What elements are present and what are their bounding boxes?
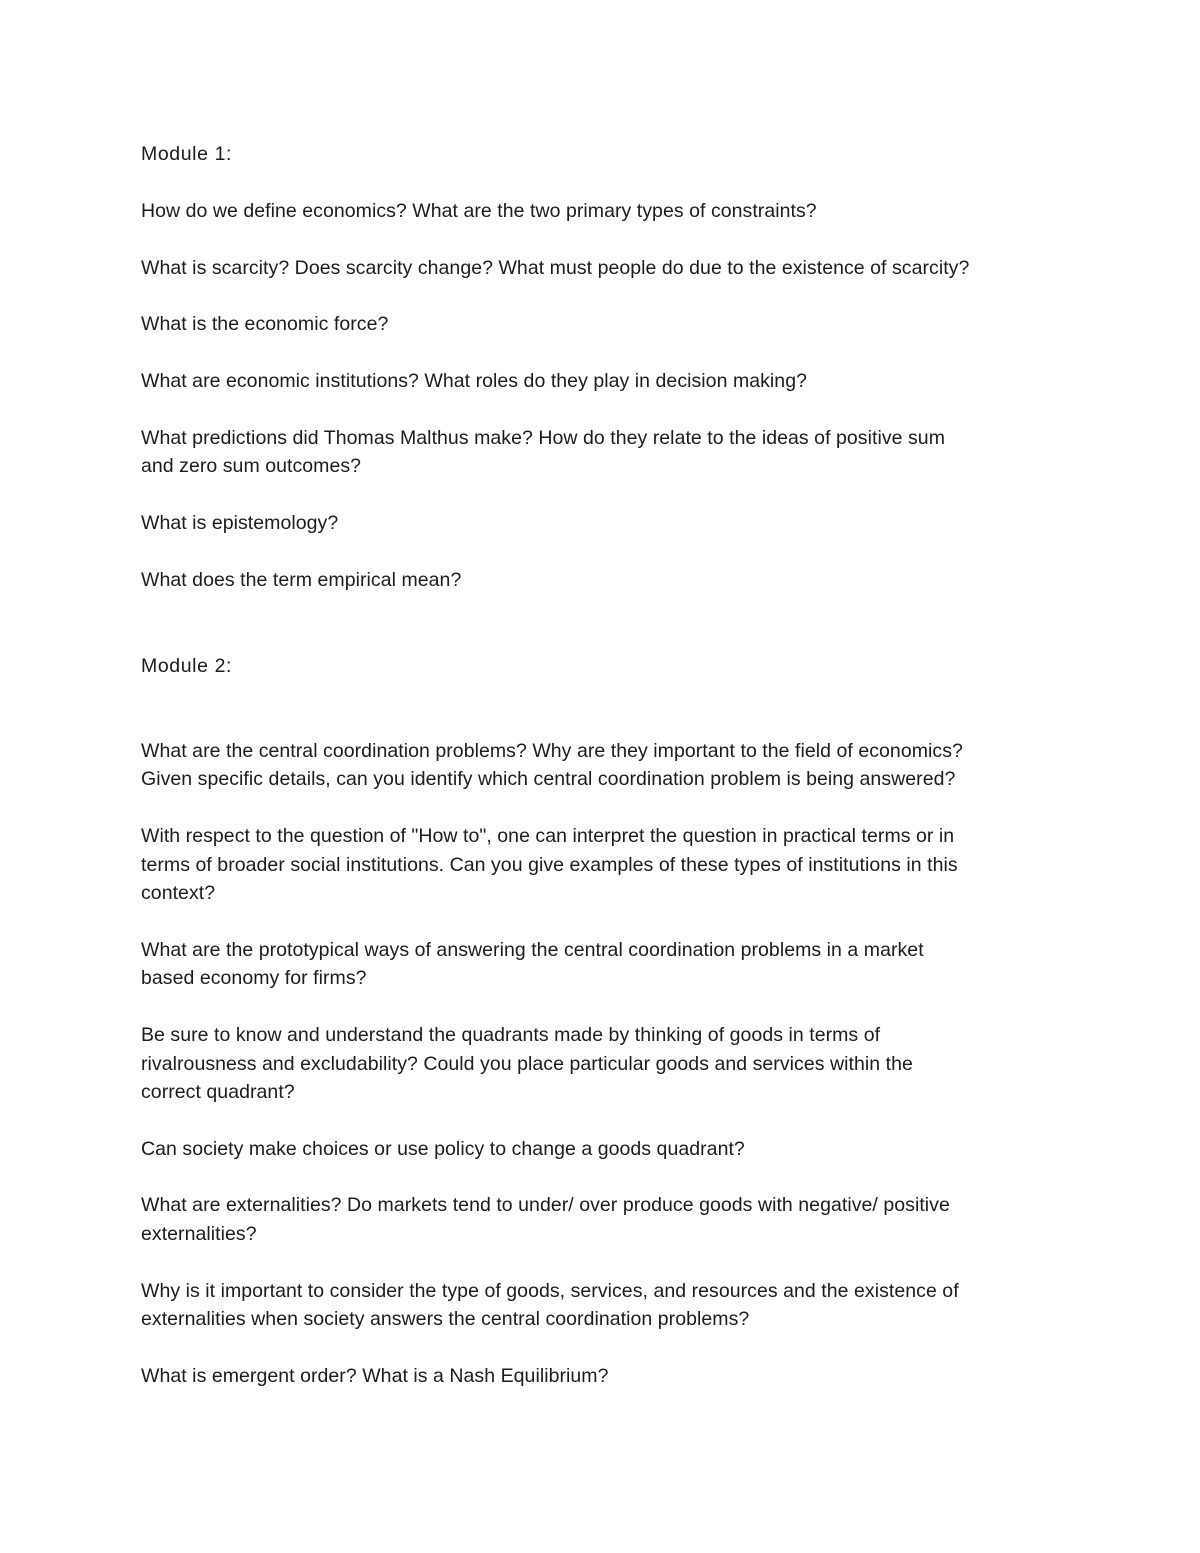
module-1-question-4: What are economic institutions? What roles do they play in decision making? [141,370,807,392]
module-1-question-7: What does the term empirical mean? [141,569,462,591]
module-2-question-4-line-2: rivalrousness and excludability? Could you place particular goods and services within the [141,1053,913,1075]
module-2-question-7-line-2: externalities when society answers the central coordination problems? [141,1308,750,1330]
module-2-question-4-line-1: Be sure to know and understand the quadrants made by thinking of goods in terms of [141,1024,881,1046]
module-2-question-1-line-1: What are the central coordination problems? Why are they important to the field of economics? [141,740,963,762]
module-2-question-2-line-3: context? [141,882,216,904]
module-1-question-5-line-1: What predictions did Thomas Malthus make? How do they relate to the ideas of positive sum [141,427,945,449]
module-2-question-5: Can society make choices or use policy to change a goods quadrant? [141,1138,745,1160]
module-2-question-3-line-1: What are the prototypical ways of answering the central coordination problems in a market [141,939,924,961]
module-2-question-3-line-2: based economy for firms? [141,967,367,989]
module-2-question-2-line-2: terms of broader social institutions. Can you give examples of these types of institutions in this [141,854,958,876]
module-2-question-1-line-2: Given specific details, can you identify which central coordination problem is being answered? [141,768,956,790]
module-1-question-6: What is epistemology? [141,512,339,534]
module-2-question-4-line-3: correct quadrant? [141,1081,295,1103]
module-2-question-6-line-2: externalities? [141,1223,257,1245]
module-1-question-5-line-2: and zero sum outcomes? [141,455,362,477]
module-2-question-8: What is emergent order? What is a Nash Equilibrium? [141,1365,609,1387]
module-2-question-7-line-1: Why is it important to consider the type of goods, services, and resources and the existence of [141,1280,959,1302]
module-1-heading: Module 1: [141,143,233,165]
module-1-question-2: What is scarcity? Does scarcity change? What must people do due to the existence of scarcity? [141,257,970,279]
module-2-question-6-line-1: What are externalities? Do markets tend to under/ over produce goods with negative/ positive [141,1194,950,1216]
module-2-heading: Module 2: [141,655,233,677]
module-2-question-2-line-1: With respect to the question of "How to", one can interpret the question in practical terms or in [141,825,955,847]
module-1-question-3: What is the economic force? [141,313,389,335]
module-1-question-1: How do we define economics? What are the two primary types of constraints? [141,200,817,222]
